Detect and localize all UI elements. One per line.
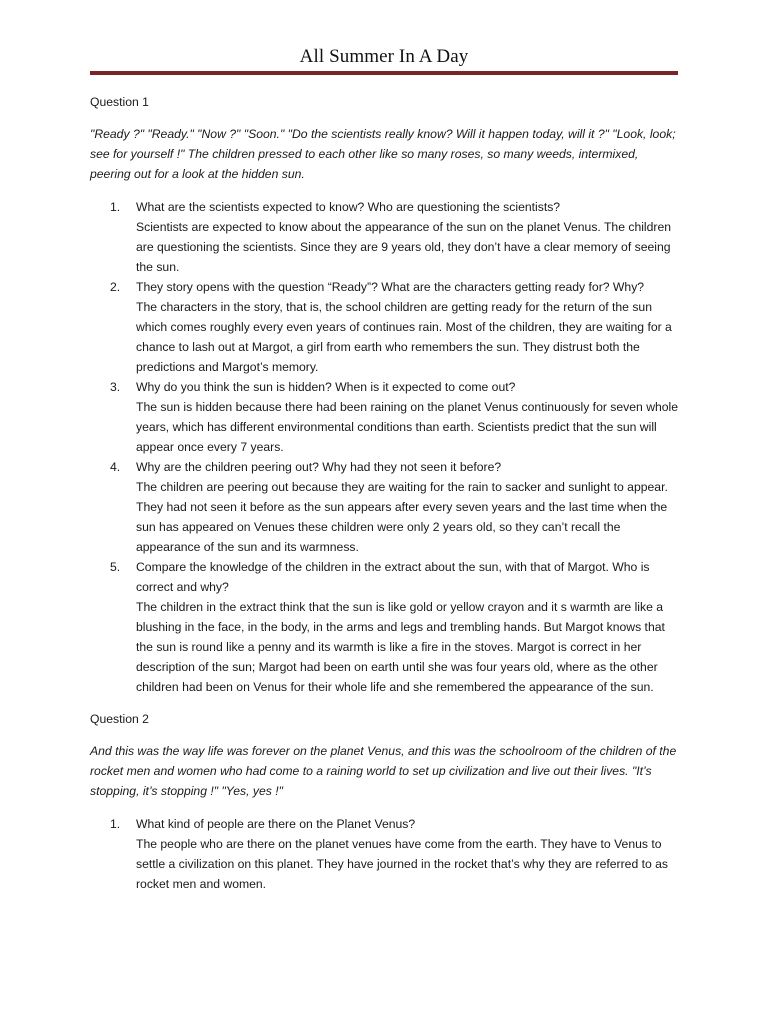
question-1-list bbox=[90, 197, 682, 697]
item-answer: The children are peering out because they are waiting for the rain to sacker and sunlight to appear. They had not seen it before as the sun appears after every seven years and the last time when the sun has appeared on Venues these children were only 2 years old, so they can’t recall the appearance of the sun and its warmness. bbox=[136, 480, 668, 554]
item-question: Compare the knowledge of the children in the extract about the sun, with that of Margot. Who is correct and why? bbox=[136, 560, 650, 594]
list-item bbox=[90, 557, 682, 697]
item-answer: The people who are there on the planet venues have come from the earth. They have to Venus to settle a civilization on this planet. They have journed in the rocket that’s why they are referred to as rocket men and women. bbox=[136, 837, 669, 891]
document-title: All Summer In A Day bbox=[299, 46, 469, 67]
list-item bbox=[90, 377, 682, 457]
question-1-passage: "Ready ?" "Ready." "Now ?" "Soon." "Do the scientists really know? Will it happen today, will it ?" "Look, look; see for yourself !" The children pressed to each other like so many roses, so many weeds, intermixed, peering out for a look at the hidden sun. bbox=[90, 127, 676, 181]
list-item bbox=[90, 814, 682, 894]
item-number: 5. bbox=[110, 560, 121, 574]
list-item bbox=[90, 197, 682, 277]
title-underline bbox=[90, 71, 678, 75]
item-answer: The characters in the story, that is, the school children are getting ready for the return of the sun which comes roughly every even years of continues rain. Most of the children, they are waiting for a chance to lash out at Margot, a girl from earth who remembers the sun. They distrust both the predictions and Margot’s memory. bbox=[136, 300, 672, 374]
item-number: 4. bbox=[110, 460, 121, 474]
item-number: 2. bbox=[110, 280, 121, 294]
question-1-heading: Question 1 bbox=[90, 95, 149, 109]
list-item bbox=[90, 457, 682, 557]
item-number: 3. bbox=[110, 380, 121, 394]
question-2-heading: Question 2 bbox=[90, 712, 149, 726]
question-2-passage: And this was the way life was forever on the planet Venus, and this was the schoolroom of the children of the rocket men and women who had come to a raining world to set up civilization and live out their lives. "It’s stopping, it’s stopping !" "Yes, yes !" bbox=[90, 744, 677, 798]
item-answer: The children in the extract think that the sun is like gold or yellow crayon and it s warmth are like a blushing in the face, in the body, in the arms and legs and trembling hands. But Margot knows that the sun is round like a penny and its warmth is like a fire in the stoves. Margot is correct in her description of the sun; Margot had been on earth until she was four years old, where as the other children had been on Venus for their whole life and she remembered the appearance of the sun. bbox=[136, 600, 665, 694]
item-question: What kind of people are there on the Planet Venus? bbox=[136, 817, 416, 831]
document-body bbox=[90, 92, 682, 894]
item-answer: The sun is hidden because there had been raining on the planet Venus continuously for seven whole years, which has different environmental conditions than earth. Scientists predict that the sun will appear once every 7 years. bbox=[136, 400, 679, 454]
item-answer: Scientists are expected to know about the appearance of the sun on the planet Venus. The children are questioning the scientists. Since they are 9 years old, they don’t have a clear memory of seeing the sun. bbox=[136, 220, 672, 274]
item-question: What are the scientists expected to know? Who are questioning the scientists? bbox=[136, 200, 561, 214]
item-question: Why are the children peering out? Why had they not seen it before? bbox=[136, 460, 502, 474]
item-question: Why do you think the sun is hidden? When is it expected to come out? bbox=[136, 380, 516, 394]
item-number: 1. bbox=[110, 200, 121, 214]
item-number: 1. bbox=[110, 817, 121, 831]
list-item bbox=[90, 277, 682, 377]
item-question: They story opens with the question “Ready”? What are the characters getting ready for? Why? bbox=[136, 280, 645, 294]
question-2-list bbox=[90, 814, 682, 894]
